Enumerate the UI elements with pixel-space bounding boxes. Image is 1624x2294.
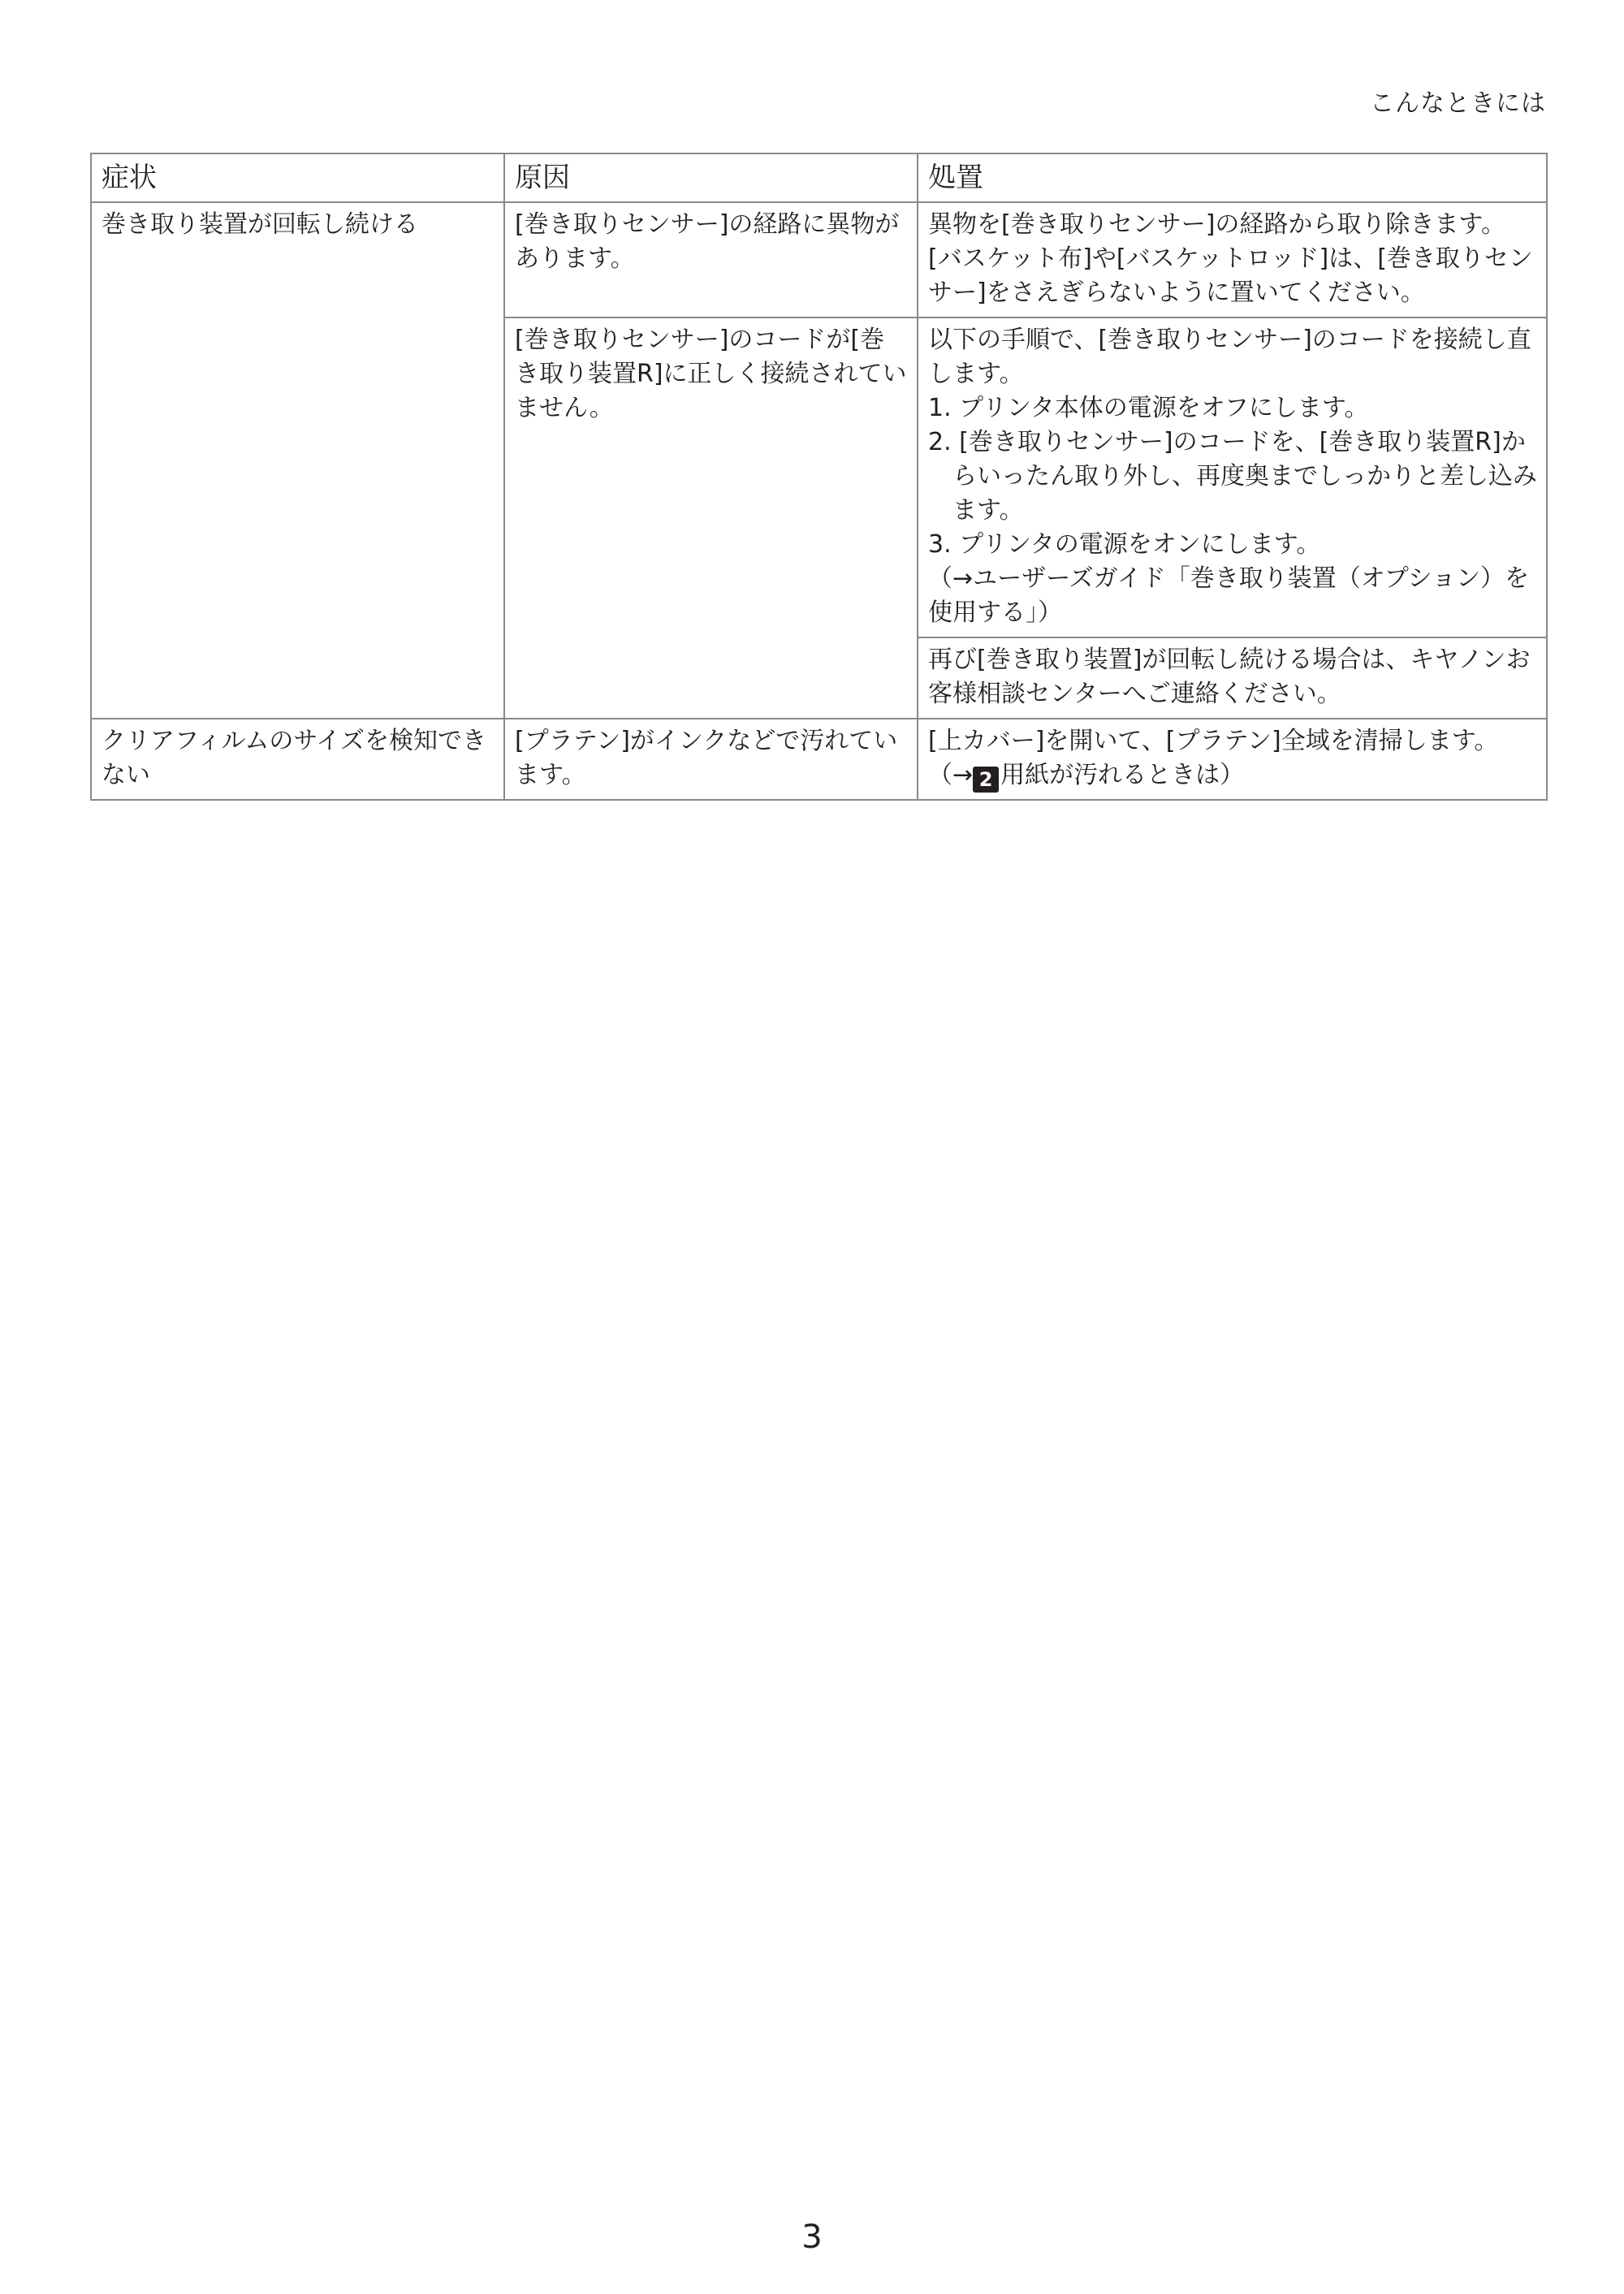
symptom-cell: 巻き取り装置が回転し続ける	[91, 202, 504, 719]
table-header-row	[91, 153, 1547, 202]
manual-reference: （→ユーザーズガイド「巻き取り装置（オプション）を使用する」）	[928, 564, 1530, 627]
action-intro: 以下の手順で、[巻き取りセンサー]のコードを接続し直します。	[928, 326, 1531, 388]
cross-reference-prefix: （→	[928, 761, 974, 789]
table-row	[91, 719, 1547, 800]
cross-reference-text: 用紙が汚れるときは）	[1000, 761, 1245, 789]
action-step: 1. プリンタ本体の電源をオフにします。	[928, 394, 1369, 422]
cause-cell: [巻き取りセンサー]の経路に異物があります。	[504, 202, 918, 318]
action-cell	[918, 202, 1547, 318]
column-header-action: 処置	[918, 153, 1547, 202]
column-header-symptom: 症状	[91, 153, 504, 202]
table-row	[91, 202, 1547, 318]
action-cell	[918, 318, 1547, 637]
action-line: 異物を[巻き取りセンサー]の経路から取り除きます。	[928, 210, 1506, 239]
action-line: [上カバー]を開いて、[プラテン]全域を清掃します。	[928, 727, 1499, 755]
page-number: 3	[801, 2218, 823, 2256]
cause-cell: [巻き取りセンサー]のコードが[巻き取り装置R]に正しく接続されていません。	[504, 318, 918, 719]
action-step: 2. [巻き取りセンサー]のコードを、[巻き取り装置R]からいったん取り外し、再度奥までしっかりと差し込みます。	[928, 428, 1537, 525]
action-step: 3. プリンタの電源をオンにします。	[928, 530, 1321, 559]
running-header: こんなときには	[1370, 89, 1546, 118]
action-cell	[918, 719, 1547, 800]
section-number-badge: 2	[973, 767, 999, 793]
symptom-cell: クリアフィルムのサイズを検知できない	[91, 719, 504, 800]
column-header-cause: 原因	[504, 153, 918, 202]
action-line: [バスケット布]や[バスケットロッド]は、[巻き取りセンサー]をさえぎらないように置いてください。	[928, 244, 1533, 307]
cross-reference	[928, 758, 1538, 793]
troubleshooting-table	[90, 153, 1548, 801]
cause-cell: [プラテン]がインクなどで汚れています。	[504, 719, 918, 800]
action-cell: 再び[巻き取り装置]が回転し続ける場合は、キヤノンお客様相談センターへご連絡ください。	[918, 637, 1547, 719]
